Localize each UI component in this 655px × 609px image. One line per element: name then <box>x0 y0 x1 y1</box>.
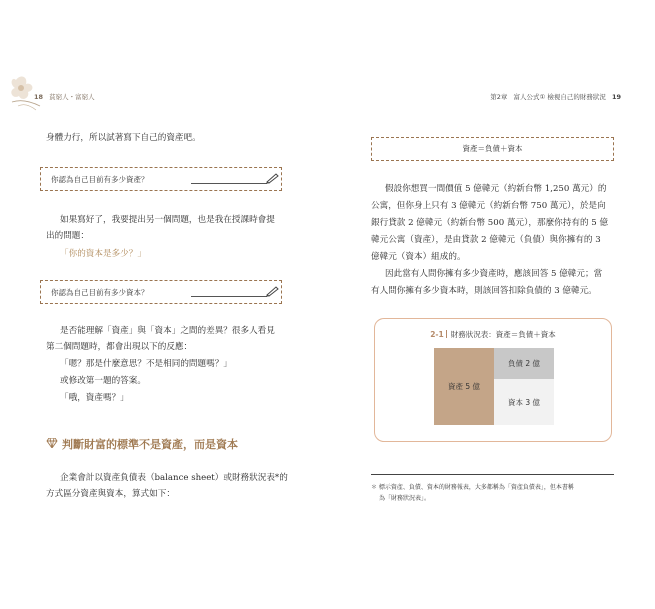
paragraph: 銀行貸款 2 億韓元（約新台幣 500 萬元），那麼你持有的 5 億 <box>371 218 609 228</box>
paragraph: 方式區分資產與資本，算式如下： <box>46 489 175 499</box>
answer-box-capital[interactable] <box>40 280 282 304</box>
paragraph: 有人問你擁有多少資本時，則該回答扣除負債的 3 億韓元。 <box>371 286 597 296</box>
right-page <box>327 0 655 609</box>
footnote-line: ＊ 標示資產、負債、資本的財務報表，大多都稱為「資產負債表」，但本書稱 <box>371 484 574 491</box>
answer-box-assets[interactable] <box>40 167 282 191</box>
pencil-icon <box>265 172 279 184</box>
page-header-right <box>490 92 621 101</box>
question-label: 你認為自己目前有多少資本？ <box>51 288 149 297</box>
book-title: 貧窮人・富窮人 <box>49 93 95 101</box>
paragraph: 如果寫好了，我要提出另一個問題，也是我在授課時會提 <box>60 215 275 225</box>
answer-line <box>191 183 267 184</box>
paragraph: 出的問題： <box>46 231 89 241</box>
paragraph: 第二個問題時，都會出現以下的反應： <box>46 342 193 352</box>
question-label: 你認為自己目前有多少資產？ <box>51 175 149 184</box>
pencil-icon <box>265 285 279 297</box>
figure-caption <box>375 329 611 340</box>
capital-block: 資本 3 億 <box>494 379 554 425</box>
paragraph: 身體力行，所以試著寫下自己的資產吧。 <box>46 133 201 143</box>
paragraph: 假設你想買一間價值 5 億韓元（約新台幣 1,250 萬元）的 <box>385 184 607 194</box>
page-number: 18 <box>34 93 44 101</box>
section-heading: 判斷財富的標準不是資產，而是資本 <box>62 438 238 451</box>
paragraph: 因此當有人問你擁有多少資產時，應該回答 5 億韓元；當 <box>385 269 603 279</box>
reply: 「嗯？那是什麼意思？不是相同的問題嗎？」 <box>60 359 232 369</box>
footnote-rule <box>371 474 614 475</box>
asset-block: 資產 5 億 <box>434 348 494 425</box>
paragraph: 是否能理解「資產」與「資本」之間的差異？很多人看見 <box>60 326 275 336</box>
paragraph: 韓元公寓（資產），是由貸款 2 億韓元（負債）與你擁有的 3 <box>371 235 601 245</box>
footnote <box>371 482 614 504</box>
footnote-line: 為「財務狀況表」。 <box>379 495 431 502</box>
caption-divider <box>446 330 447 338</box>
formula-box: 資產＝負債＋資本 <box>371 137 614 161</box>
figure-title: 財務狀況表：資產＝負債＋資本 <box>450 330 556 339</box>
reply: 或修改第一題的答案。 <box>60 376 146 386</box>
figure-financial-statement <box>374 318 612 442</box>
paragraph: 企業會計以資產負債表（balance sheet）或財務狀況表*的 <box>60 473 288 483</box>
reply: 「哦，資產嗎？」 <box>60 393 129 403</box>
page-number: 19 <box>611 93 621 101</box>
paragraph: 公寓，但你身上只有 3 億韓元（約新台幣 750 萬元），於是向 <box>371 201 606 211</box>
chapter-title: 富人公式① 檢視自己的財務狀況 <box>513 93 606 101</box>
page-header-left <box>34 92 95 101</box>
chapter-label: 第2章 <box>490 93 508 101</box>
diamond-icon <box>46 438 58 448</box>
liability-block: 負債 2 億 <box>494 348 554 379</box>
figure-number: 2-1 <box>430 330 444 339</box>
paragraph: 億韓元（資本）組成的。 <box>371 252 466 262</box>
left-page <box>0 0 327 609</box>
answer-line <box>191 296 267 297</box>
quote: 「你的資本是多少？」 <box>60 249 146 259</box>
